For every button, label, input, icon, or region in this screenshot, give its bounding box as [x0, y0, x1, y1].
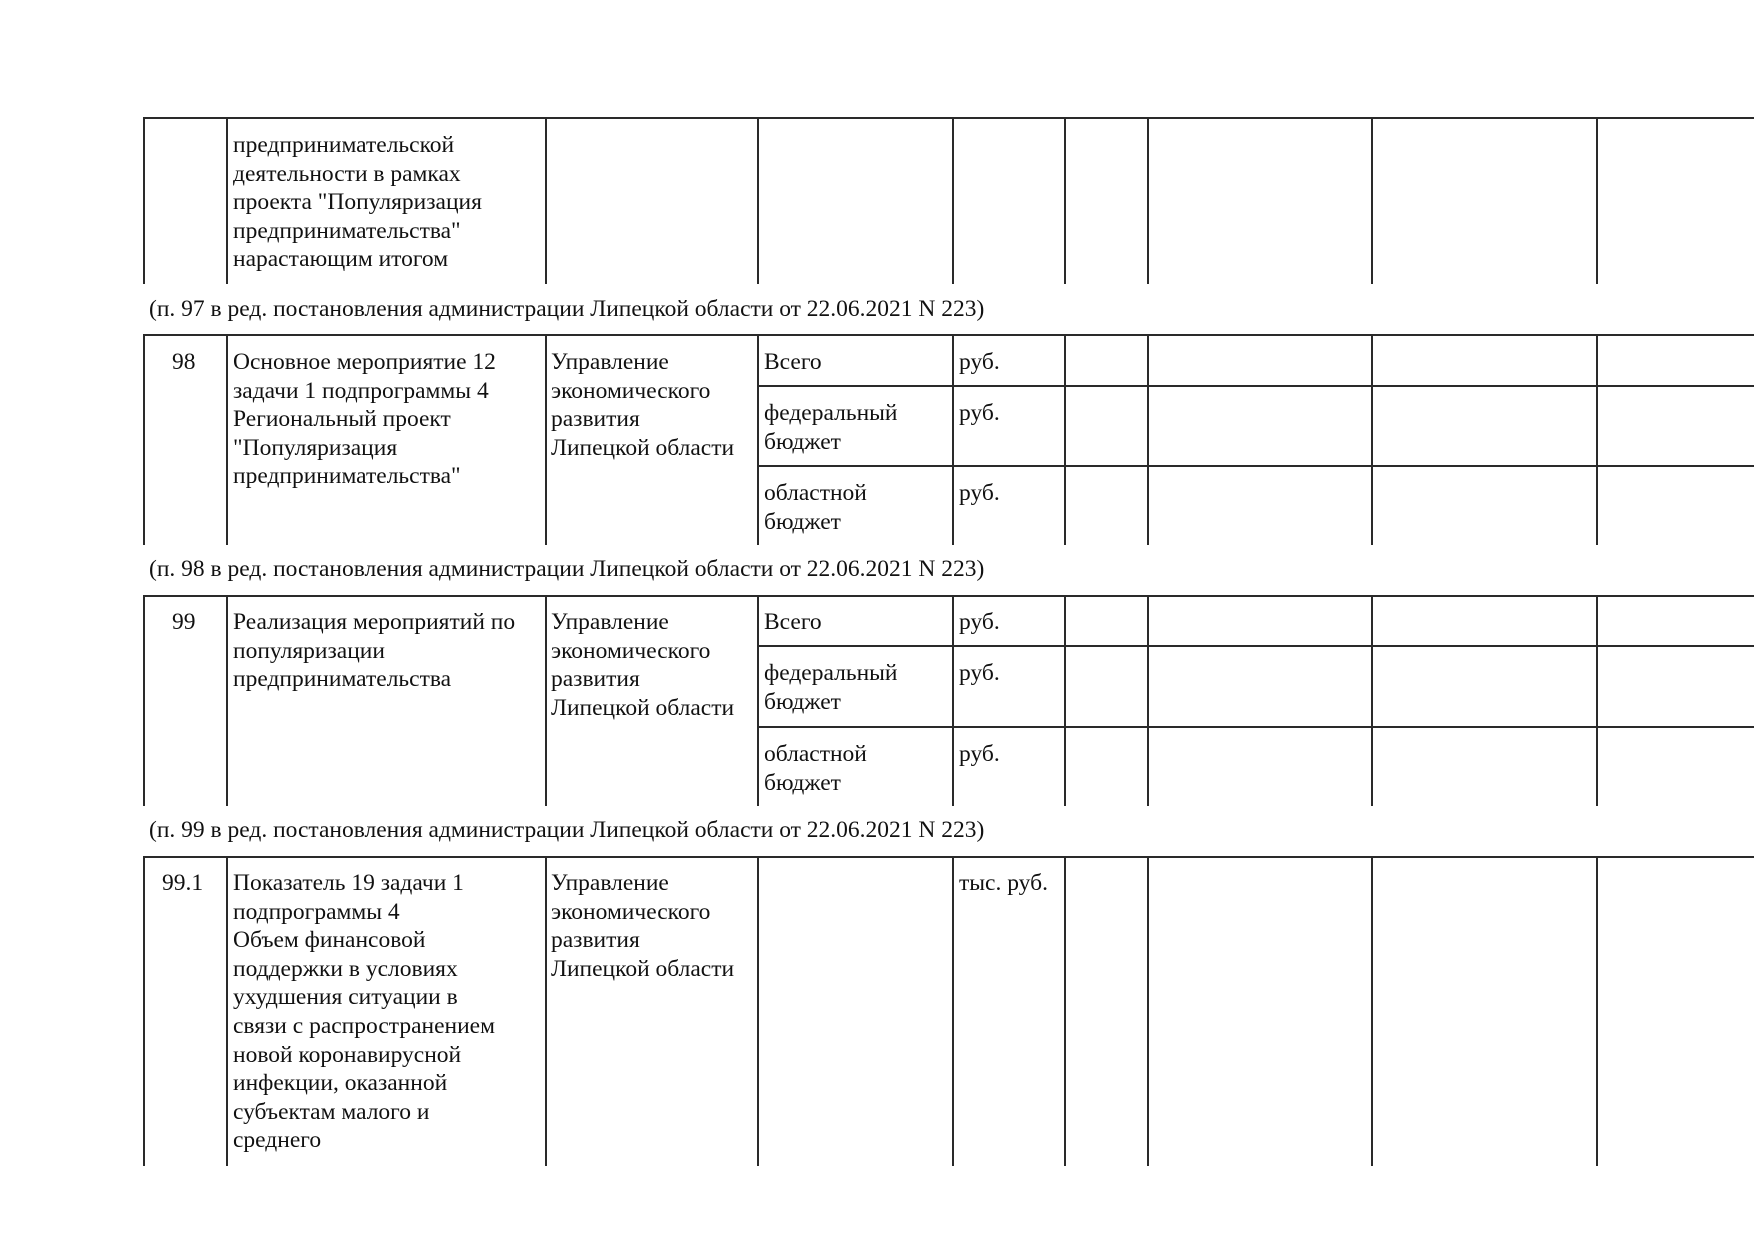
- table-border: [1064, 856, 1066, 1166]
- amendment-note: (п. 99 в ред. постановления администрации Липецкой области от 22.06.2021 N 223): [149, 817, 985, 843]
- amendment-note: (п. 98 в ред. постановления администрации Липецкой области от 22.06.2021 N 223): [149, 556, 985, 582]
- table-border: [952, 856, 954, 1166]
- unit: руб.: [959, 349, 1000, 375]
- table-border: [545, 595, 547, 806]
- measure-name: Основное мероприятие 12 задачи 1 подпрограммы 4 Региональный проект "Популяризация предпринимательства": [233, 349, 496, 490]
- table-border: [757, 117, 759, 284]
- table-border: [1371, 117, 1373, 284]
- row-number: 99: [172, 609, 196, 635]
- table-border: [1596, 334, 1598, 545]
- table-border: [1147, 334, 1149, 545]
- table-border: [1596, 117, 1598, 284]
- unit: руб.: [959, 741, 1000, 767]
- unit: руб.: [959, 609, 1000, 635]
- row-number: 99.1: [162, 870, 204, 896]
- table-border: [226, 334, 228, 545]
- table-border: [226, 595, 228, 806]
- table-border: [1064, 595, 1066, 806]
- table-border: [545, 334, 547, 545]
- executor: Управление экономического развития Липецкой области: [551, 870, 735, 982]
- table-border: [757, 465, 1754, 467]
- table-border: [545, 117, 547, 284]
- table-border: [226, 117, 228, 284]
- row-number: 98: [172, 349, 196, 375]
- table-border: [757, 856, 759, 1166]
- unit: тыс. руб.: [959, 870, 1048, 896]
- table-border: [143, 856, 145, 1166]
- amendment-note: (п. 97 в ред. постановления администрации Липецкой области от 22.06.2021 N 223): [149, 296, 985, 322]
- table-border: [757, 645, 1754, 647]
- measure-name: предпринимательской деятельности в рамках проекта "Популяризация предпринимательства" нарастающим итогом: [233, 132, 482, 273]
- table-border: [1147, 595, 1149, 806]
- funding-source: федеральный бюджет: [764, 400, 898, 455]
- table-border: [757, 726, 1754, 728]
- table-border: [1596, 856, 1598, 1166]
- table-border: [757, 385, 1754, 387]
- indicator-name: Показатель 19 задачи 1 подпрограммы 4 Объем финансовой поддержки в условиях ухудшения ситуации в связи с распространением новой коронавирусной инфекции, оказанной субъектам малого и среднего: [233, 870, 495, 1154]
- executor: Управление экономического развития Липецкой области: [551, 609, 735, 721]
- executor: Управление экономического развития Липецкой области: [551, 349, 735, 461]
- table-border: [1147, 117, 1149, 284]
- table-border: [143, 595, 1754, 597]
- table-border: [143, 334, 1754, 336]
- funding-source: Всего: [764, 609, 822, 635]
- table-border: [1147, 856, 1149, 1166]
- table-border: [143, 117, 145, 284]
- unit: руб.: [959, 480, 1000, 506]
- table-border: [952, 334, 954, 545]
- table-border: [1371, 334, 1373, 545]
- table-border: [1596, 595, 1598, 806]
- table-border: [143, 856, 1754, 858]
- table-border: [1371, 856, 1373, 1166]
- table-border: [952, 595, 954, 806]
- unit: руб.: [959, 400, 1000, 426]
- table-border: [226, 856, 228, 1166]
- table-border: [952, 117, 954, 284]
- table-border: [143, 334, 145, 545]
- table-border: [1371, 595, 1373, 806]
- funding-source: Всего: [764, 349, 822, 375]
- table-border: [545, 856, 547, 1166]
- table-border: [1064, 334, 1066, 545]
- table-border: [757, 334, 759, 545]
- table-border: [143, 595, 145, 806]
- table-border: [757, 595, 759, 806]
- measure-name: Реализация мероприятий по популяризации предпринимательства: [233, 609, 516, 693]
- unit: руб.: [959, 660, 1000, 686]
- table-border: [1064, 117, 1066, 284]
- funding-source: областной бюджет: [764, 480, 867, 535]
- funding-source: федеральный бюджет: [764, 660, 898, 715]
- funding-source: областной бюджет: [764, 741, 867, 796]
- table-border: [143, 117, 1754, 119]
